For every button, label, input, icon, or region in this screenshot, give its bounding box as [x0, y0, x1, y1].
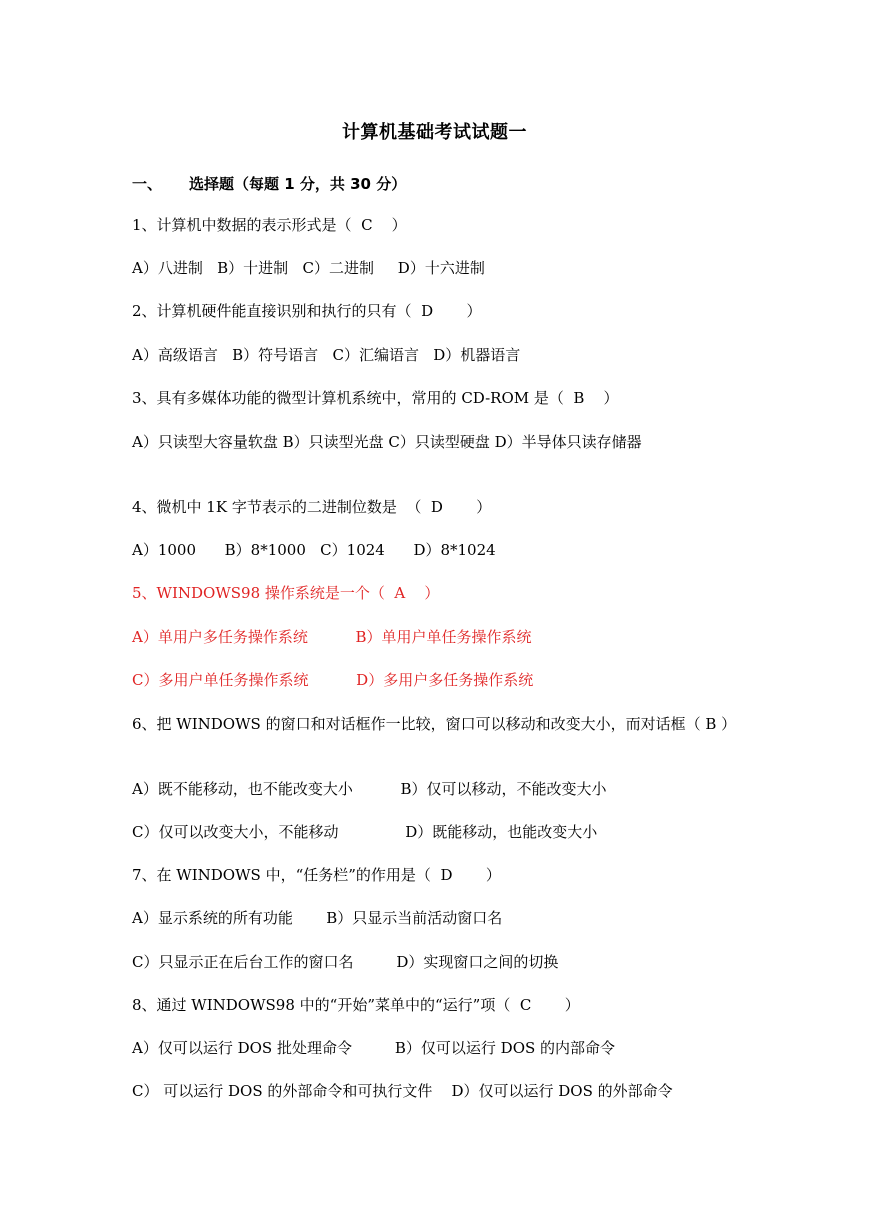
option-c: C）汇编语言	[332, 346, 434, 364]
option-d: D）仅可以运行 DOS 的外部命令	[451, 1082, 673, 1100]
option-c: C）1024	[320, 541, 414, 559]
option-c: C）多用户单任务操作系统	[132, 671, 357, 689]
section-number: 一、	[132, 175, 163, 193]
option-d: D）十六进制	[397, 259, 485, 277]
question-5-options-row-1	[132, 627, 532, 648]
page-title: 计算机基础考试试题一	[342, 122, 527, 143]
option-b: B）仅可以运行 DOS 的内部命令	[394, 1039, 616, 1057]
option-d: D）既能移动，也能改变大小	[405, 823, 598, 841]
option-b: B）十进制	[217, 259, 303, 277]
section-heading	[132, 173, 406, 194]
question-1-options	[132, 258, 485, 279]
question-6-options-row-2	[132, 822, 597, 843]
option-a: A）仅可以运行 DOS 批处理命令	[132, 1039, 395, 1057]
question-3-options: A）只读型大容量软盘 B）只读型光盘 C）只读型硬盘 D）半导体只读存储器	[132, 433, 642, 451]
option-c: C）仅可以改变大小，不能移动	[132, 823, 406, 841]
question-7: 7、在 WINDOWS 中，“任务栏”的作用是（ D ）	[132, 866, 501, 884]
option-b: B）只显示当前活动窗口名	[326, 909, 503, 927]
question-8: 8、通过 WINDOWS98 中的“开始”菜单中的“运行”项（ C ）	[132, 996, 580, 1014]
option-a: A）八进制	[132, 259, 218, 277]
option-b: B）单用户单任务操作系统	[355, 628, 532, 646]
question-8-options-row-2	[132, 1081, 673, 1102]
question-1: 1、计算机中数据的表示形式是（ C ）	[132, 216, 407, 234]
question-5-options-row-2	[132, 670, 533, 691]
option-d: D）多用户多任务操作系统	[356, 671, 534, 689]
question-6-options-row-1	[132, 779, 607, 800]
option-a: A）1000	[132, 541, 225, 559]
option-a: A）既不能移动，也不能改变大小	[132, 780, 401, 798]
option-d: D）实现窗口之间的切换	[396, 953, 559, 971]
option-b: B）8*1000	[224, 541, 321, 559]
option-a: A）高级语言	[132, 346, 233, 364]
option-d: D）8*1024	[413, 541, 496, 559]
option-c: C）只显示正在后台工作的窗口名	[132, 953, 397, 971]
option-b: B）仅可以移动，不能改变大小	[400, 780, 607, 798]
option-a: A）显示系统的所有功能	[132, 909, 327, 927]
question-6: 6、把 WINDOWS 的窗口和对话框作一比较，窗口可以移动和改变大小，而对话框（ B ）	[132, 715, 737, 733]
question-2: 2、计算机硬件能直接识别和执行的只有（ D ）	[132, 302, 482, 320]
section-label: 选择题（每题 1 分，共 30 分）	[189, 175, 407, 193]
question-7-options-row-2	[132, 952, 558, 973]
question-7-options-row-1	[132, 908, 502, 929]
question-2-options	[132, 345, 520, 366]
question-4: 4、微机中 1K 字节表示的二进制位数是 （ D ）	[132, 498, 492, 516]
question-5: 5、WINDOWS98 操作系统是一个（ A ）	[132, 584, 440, 602]
question-8-options-row-1	[132, 1038, 615, 1059]
option-d: D）机器语言	[433, 346, 521, 364]
question-3: 3、具有多媒体功能的微型计算机系统中，常用的 CD-ROM 是（ B ）	[132, 389, 619, 407]
option-c: C）二进制	[302, 259, 398, 277]
option-a: A）单用户多任务操作系统	[132, 628, 356, 646]
question-4-options	[132, 540, 496, 561]
option-c: C） 可以运行 DOS 的外部命令和可执行文件	[132, 1082, 452, 1100]
option-b: B）符号语言	[232, 346, 333, 364]
